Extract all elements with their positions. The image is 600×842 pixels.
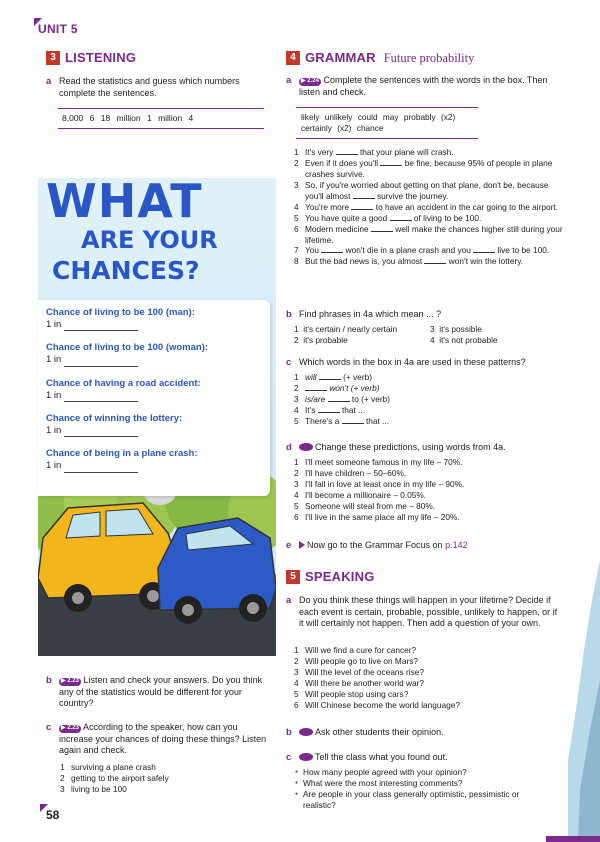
list-item: 1 surviving a plane crash: [60, 762, 156, 772]
list-item: 2 I'll have children – 50–60%.: [294, 467, 407, 478]
list-item: 5 You have quite a good of living to be 100.: [294, 212, 482, 223]
list-item: ● How many people agreed with your opinion?: [294, 767, 544, 778]
one-in-label: 1 in: [46, 389, 62, 401]
hero-title-what: WHAT: [46, 174, 203, 228]
blank[interactable]: [305, 384, 327, 391]
section-number: 5: [286, 570, 300, 584]
blank[interactable]: [318, 406, 340, 413]
task-letter: a: [286, 595, 292, 606]
question-label: Chance of winning the lottery:: [46, 412, 183, 424]
answer-line[interactable]: [64, 465, 138, 473]
question-label: Chance of having a road accident:: [46, 377, 201, 389]
list-item: ● What were the most interesting comments?: [294, 778, 544, 789]
arrow-icon: [299, 541, 305, 549]
list-item: 4 Will there be another world war?: [294, 677, 424, 688]
word-box-line-1: likely unlikely could may probably (x2): [301, 112, 456, 122]
blank[interactable]: [351, 203, 373, 210]
list-item: 6 Modern medicine well make the chances higher still during your lifetime.: [294, 223, 563, 245]
list-item: 6 Will Chinese become the world language?: [294, 699, 460, 710]
speech-bubble-icon: [299, 753, 313, 761]
list-item: 5 There's a that ...: [294, 415, 390, 426]
audio-icon[interactable]: ▶ 2.23: [61, 725, 79, 731]
statistics-card: [38, 300, 270, 496]
answer-line[interactable]: [64, 359, 138, 367]
blank[interactable]: [336, 148, 358, 155]
task-text: [299, 442, 562, 454]
grammar-focus-link[interactable]: p.142: [445, 540, 468, 550]
blank[interactable]: [319, 373, 341, 380]
grammar-task-d: [286, 442, 562, 454]
task-b-text: Ask other students their opinion.: [315, 727, 444, 737]
list-item: 1 It's very that your plane will crash.: [294, 147, 454, 157]
section-title: GRAMMAR: [305, 50, 376, 65]
task-c-text: Tell the class what you found out.: [315, 752, 448, 762]
list-item: 4 It's that ...: [294, 404, 366, 415]
statistic-question: [46, 342, 262, 366]
task-letter: b: [286, 727, 292, 738]
speaking-heading: [286, 569, 375, 586]
one-in-label: 1 in: [46, 460, 62, 472]
answer-line[interactable]: [64, 323, 138, 331]
task-b-text: Listen and check your answers. Do you think any of the statistics would be different for your country?: [59, 675, 263, 709]
task-letter: c: [46, 722, 52, 733]
blank[interactable]: [380, 159, 402, 166]
list-item: 4 I'll become a millionaire – 0.05%.: [294, 489, 427, 500]
question-label: Chance of living to be 100 (woman):: [46, 342, 209, 354]
unit-label: UNIT 5: [38, 22, 78, 36]
task-e-text: Now go to the Grammar Focus on: [307, 540, 443, 550]
grammar-task-b: [286, 309, 562, 321]
listening-task-a: [46, 76, 268, 99]
answer-line[interactable]: [64, 429, 138, 437]
grammar-task-e: [286, 540, 562, 552]
blank[interactable]: [353, 192, 375, 199]
grammar-task-a: [286, 75, 562, 98]
blank[interactable]: [321, 246, 343, 253]
section-number: 3: [46, 51, 60, 65]
list-item: 3 living to be 100: [60, 783, 127, 794]
statistic-question: [46, 307, 262, 331]
task-text: [59, 675, 268, 710]
hero-title-are-your: ARE YOUR: [81, 226, 218, 254]
list-item: 1 will (+ verb): [294, 372, 372, 382]
audio-track: 2.23: [67, 725, 79, 731]
speaking-task-c: [286, 752, 562, 764]
listening-task-c: [46, 722, 268, 757]
list-item: 2 Will people go to live on Mars?: [294, 655, 418, 666]
task-letter: a: [286, 75, 292, 86]
speaking-task-a: [286, 595, 562, 630]
task-letter: d: [286, 442, 292, 453]
grammar-a-list: [294, 147, 566, 267]
list-item: 3 Will the level of the oceans rise?: [294, 666, 424, 677]
task-text: [299, 752, 562, 764]
task-letter: c: [286, 357, 292, 368]
audio-track: 2.23: [67, 678, 79, 684]
list-item: 5 Will people stop using cars?: [294, 688, 409, 699]
task-text: Find phrases in 4a which mean ... ?: [299, 309, 442, 319]
task-d-text: Change these predictions, using words from 4a.: [315, 442, 506, 452]
list-item: 3 is/are to (+ verb): [294, 393, 390, 404]
list-item: 3 So, if you're worried about getting on that plane, don't be, because you'll almost survive the journey.: [294, 179, 549, 201]
audio-track: 2.24: [307, 78, 319, 84]
list-item: 6 I'll live in the same place all my life – 20%.: [294, 511, 460, 522]
audio-icon[interactable]: ▶ 2.24: [301, 78, 319, 84]
task-letter: c: [286, 752, 292, 763]
task-a-text: Complete the sentences with the words in the box. Then listen and check.: [299, 75, 548, 97]
section-subtitle: Future probability: [383, 51, 475, 66]
list-item: 1 I'll meet someone famous in my life – 70%.: [294, 457, 463, 467]
list-item: 3 I'll fall in love at least once in my life – 90%.: [294, 478, 465, 489]
question-label: Chance of living to be 100 (man):: [46, 307, 195, 318]
one-in-label: 1 in: [46, 425, 62, 437]
listening-task-b: [46, 675, 268, 710]
list-item: 8 But the bad news is, you almost won't win the lottery.: [294, 256, 524, 267]
grammar-task-c: [286, 357, 562, 369]
task-letter: a: [46, 76, 52, 87]
list-item: 4 You're more to have an accident in the car going to the airport.: [294, 201, 558, 212]
list-item: 2 won't (+ verb): [294, 382, 380, 393]
one-in-label: 1 in: [46, 354, 62, 366]
blank[interactable]: [390, 214, 412, 221]
speech-bubble-icon: [299, 443, 313, 451]
word-box: [296, 107, 478, 139]
statistic-question: [46, 413, 262, 437]
statistic-question: [46, 378, 262, 402]
grammar-b-list: [294, 324, 564, 346]
blank[interactable]: [424, 257, 446, 264]
blank[interactable]: [473, 246, 495, 253]
task-text: [299, 727, 562, 739]
listening-heading: [46, 50, 136, 67]
task-c-text: According to the speaker, how can you increase your chances of doing these things? Listen again and check.: [59, 722, 267, 756]
task-letter: b: [46, 675, 52, 686]
task-text: [59, 722, 268, 757]
list-item: 7 You won't die in a plane crash and you live to be 100.: [294, 245, 550, 256]
list-item: 3 it's possible: [430, 324, 482, 334]
audio-icon[interactable]: ▶ 2.23: [61, 678, 79, 684]
speaking-a-list: [294, 645, 564, 711]
list-item: 1 it's certain / nearly certain: [294, 324, 398, 334]
speaking-c-bullets: [294, 767, 544, 811]
question-label: Chance of being in a plane crash:: [46, 448, 198, 460]
answer-line[interactable]: [64, 394, 138, 402]
list-item: 2 Even if it does you'll be fine, because 95% of people in plane crashes survive.: [294, 157, 553, 179]
task-text: [299, 75, 562, 98]
task-text: [299, 540, 562, 552]
bottom-accent-bar: [546, 836, 600, 842]
speaking-task-b: [286, 727, 562, 739]
task-text: Read the statistics and guess which numbers complete the sentences.: [59, 76, 240, 98]
list-item: 2 it's probable: [294, 334, 348, 345]
page-number: 58: [46, 808, 60, 822]
grammar-d-list: [294, 457, 564, 523]
mountain-edge-decoration: [568, 560, 600, 842]
one-in-label: 1 in: [46, 319, 62, 331]
grammar-c-list: [294, 372, 564, 427]
section-title: SPEAKING: [305, 569, 375, 584]
section-title: LISTENING: [65, 50, 137, 65]
numbers-box: 8,000 6 18 million 1 million 4: [58, 108, 264, 129]
grammar-heading: [286, 50, 474, 67]
blank[interactable]: [328, 395, 350, 402]
blank[interactable]: [371, 225, 393, 232]
statistic-question: [46, 448, 262, 472]
task-text: Which words in the box in 4a are used in these patterns?: [299, 357, 526, 367]
list-item: ● Are people in your class generally optimistic, pessimistic or realistic?: [294, 789, 544, 811]
speech-bubble-icon: [299, 728, 313, 736]
section-number: 4: [286, 51, 300, 65]
blank[interactable]: [342, 417, 364, 424]
hero-title-chances: CHANCES?: [52, 256, 200, 285]
word-box-line-2: certainly (x2) chance: [301, 123, 384, 134]
task-letter: e: [286, 540, 292, 551]
list-item: 2 getting to the airport safely: [60, 772, 169, 783]
task-letter: b: [286, 309, 292, 320]
list-item: 1 Will we find a cure for cancer?: [294, 645, 417, 655]
list-item: 4 it's not probable: [430, 334, 498, 345]
task-text: Do you think these things will happen in your lifetime? Decide if each event is certain, probable, possible, unlikely to happen, or if it will certainly not happen. Then add a question of your own.: [299, 595, 558, 629]
listening-c-list: [60, 762, 260, 795]
list-item: 5 Someone will steal from me – 80%.: [294, 500, 436, 511]
